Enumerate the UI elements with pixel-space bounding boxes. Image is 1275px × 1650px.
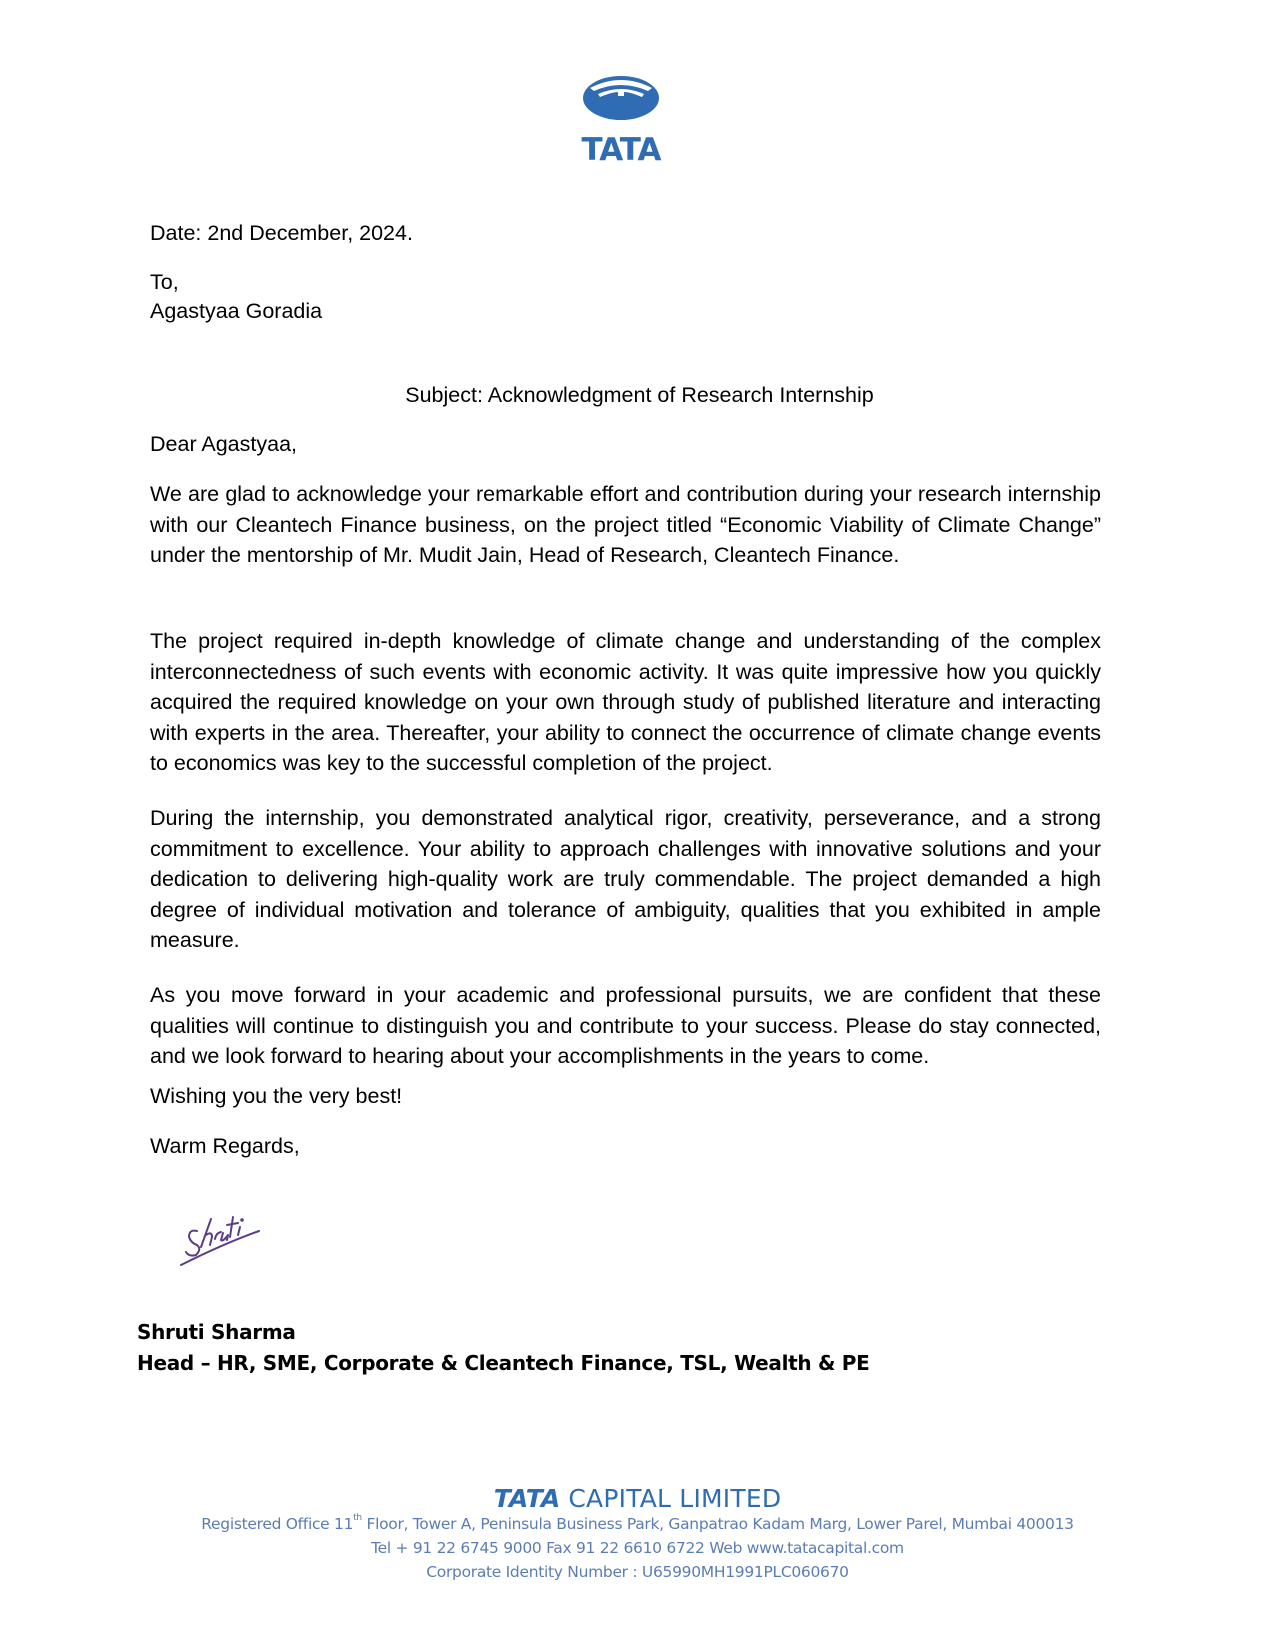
- to-label: To,: [150, 270, 179, 294]
- recipient-name: Agastyaa Goradia: [150, 299, 323, 323]
- footer-cin: Corporate Identity Number : U65990MH1991PLC060670: [426, 1563, 849, 1581]
- footer-company-bold: TATA: [493, 1484, 561, 1513]
- closing-line: Warm Regards,: [150, 1134, 300, 1158]
- footer-address: [0, 1515, 1275, 1533]
- footer-address-pre: Registered Office 11: [201, 1515, 354, 1533]
- paragraph-1: We are glad to acknowledge your remarkable effort and contribution during your research internship with our Cleantech Finance business, on the project titled “Economic Viability of Climate Change” under the mentorship of Mr. Mudit Jain, Head of Research, Cleantech Finance.: [150, 482, 1101, 567]
- paragraph-2: The project required in-depth knowledge of climate change and understanding of the complex interconnectedness of such events with economic activity. It was quite impressive how you quickly acquired the required knowledge on your own through study of published literature and interacting with experts in the area. Thereafter, your ability to connect the occurrence of climate change events to economics was key to the successful completion of the project.: [150, 629, 1101, 775]
- signer-name: Shruti Sharma: [137, 1320, 296, 1344]
- handwritten-signature: [175, 1195, 275, 1275]
- tata-emblem-icon: [568, 74, 674, 166]
- footer-address-post: Floor, Tower A, Peninsula Business Park, Ganpatrao Kadam Marg, Lower Parel, Mumbai 400013: [361, 1515, 1074, 1533]
- paragraph-3: During the internship, you demonstrated analytical rigor, creativity, perseverance, and a strong commitment to excellence. Your ability to approach challenges with innovative solutions and your dedication to delivering high-quality work are truly commendable. The project demanded a high degree of individual motivation and tolerance of ambiguity, qualities that you exhibited in ample measure.: [150, 806, 1101, 952]
- footer-contact: Tel + 91 22 6745 9000 Fax 91 22 6610 6722 Web www.tatacapital.com: [371, 1539, 904, 1557]
- salutation: Dear Agastyaa,: [150, 432, 298, 456]
- letter-date: Date: 2nd December, 2024.: [150, 221, 413, 245]
- footer-company-rest: CAPITAL LIMITED: [560, 1484, 782, 1513]
- tata-logo: [568, 74, 674, 166]
- footer-company-name: [0, 1484, 1275, 1513]
- svg-text:TATA: TATA: [581, 132, 661, 166]
- footer-address-sup: th: [353, 1513, 362, 1523]
- signer-title: Head – HR, SME, Corporate & Cleantech Finance, TSL, Wealth & PE: [137, 1351, 870, 1375]
- paragraph-4: As you move forward in your academic and professional pursuits, we are confident that these qualities will continue to distinguish you and contribute to your success. Please do stay connected, and we look forward to hearing about your accomplishments in the years to come.: [150, 983, 1101, 1068]
- wishes-line: Wishing you the very best!: [150, 1084, 403, 1108]
- letter-subject: Subject: Acknowledgment of Research Internship: [405, 383, 874, 407]
